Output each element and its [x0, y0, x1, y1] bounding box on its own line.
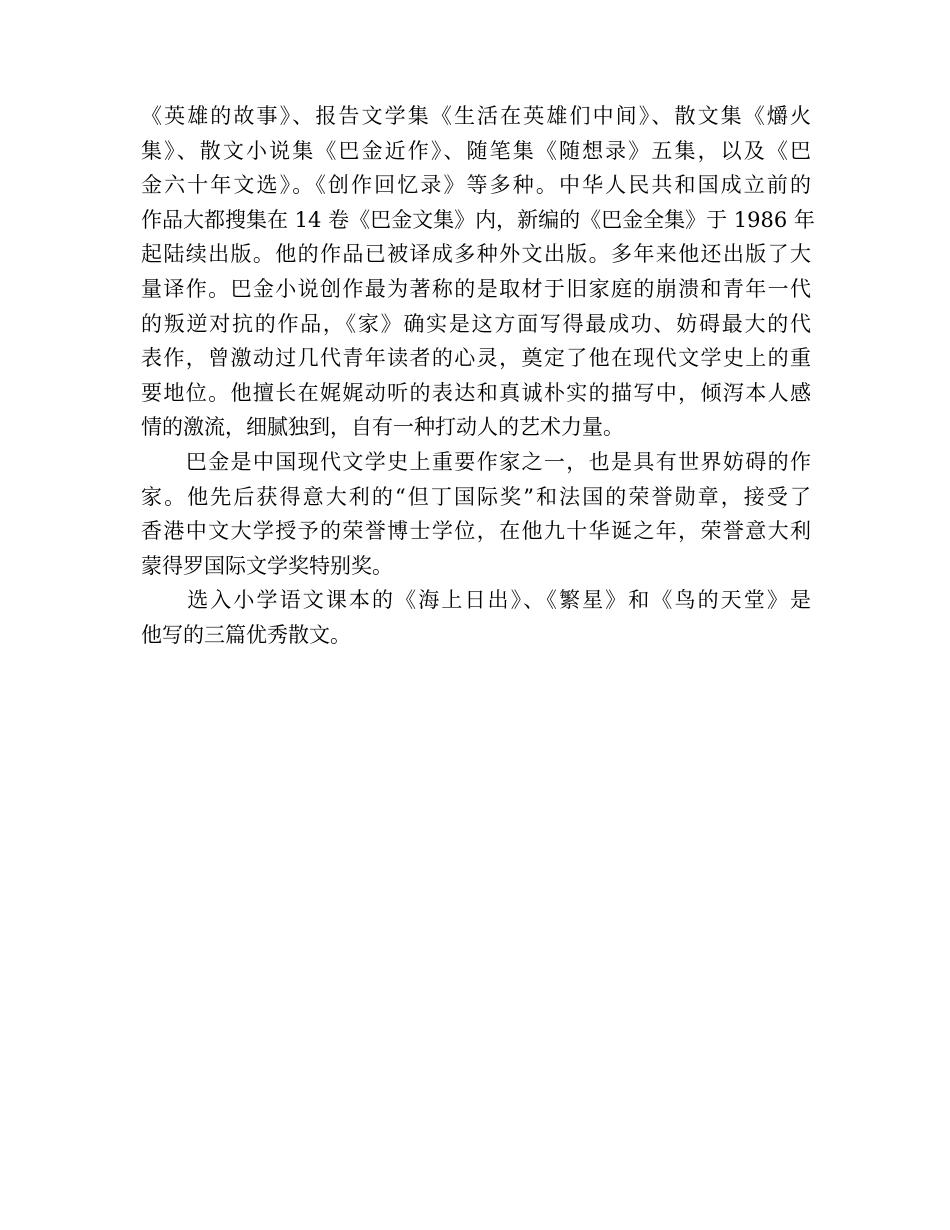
paragraph-2	[141, 445, 811, 583]
text-line: 起陆续出版。他的作品已被译成多种外文出版。多年来他还出版了大	[141, 242, 811, 267]
text-line: 情的激流，细腻独到，自有一种打动人的艺术力量。	[141, 415, 624, 440]
text-line: 《英雄的故事》、报告文学集《生活在英雄们中间》、散文集《爝火	[141, 104, 811, 128]
paragraph-3	[141, 583, 811, 652]
text-line: 作品大都搜集在 14 卷《巴金文集》内，新编的《巴金全集》于 1986 年	[141, 207, 815, 232]
text-line: 要地位。他擅长在娓娓动听的表达和真诚朴实的描写中，倾泻本人感	[141, 380, 811, 405]
text-line: 选入小学语文课本的《海上日出》、《繁星》和《鸟的天堂》是	[141, 588, 811, 613]
text-line: 香港中文大学授予的荣誉博士学位，在他九十华诞之年，荣誉意大利	[141, 519, 811, 544]
text-line: 家。他先后获得意大利的“但丁国际奖”和法国的荣誉勋章，接受了	[141, 484, 811, 509]
text-line: 的叛逆对抗的作品，《家》确实是这方面写得最成功、妨碍最大的代	[141, 311, 811, 336]
text-line: 集》、散文小说集《巴金近作》、随笔集《随想录》五集，以及《巴	[141, 138, 811, 163]
text-line: 量译作。巴金小说创作最为著称的是取材于旧家庭的崩溃和青年一代	[141, 276, 811, 301]
text-line: 巴金是中国现代文学史上重要作家之一，也是具有世界妨碍的作	[141, 449, 811, 474]
text-line: 他写的三篇优秀散文。	[141, 622, 351, 647]
body-text	[141, 99, 815, 653]
paragraph-1	[141, 99, 815, 445]
text-line: 表作，曾激动过几代青年读者的心灵，奠定了他在现代文学史上的重	[141, 346, 811, 371]
text-line: 金六十年文选》。《创作回忆录》等多种。中华人民共和国成立前的	[141, 173, 811, 198]
text-line: 蒙得罗国际文学奖特别奖。	[141, 553, 393, 578]
